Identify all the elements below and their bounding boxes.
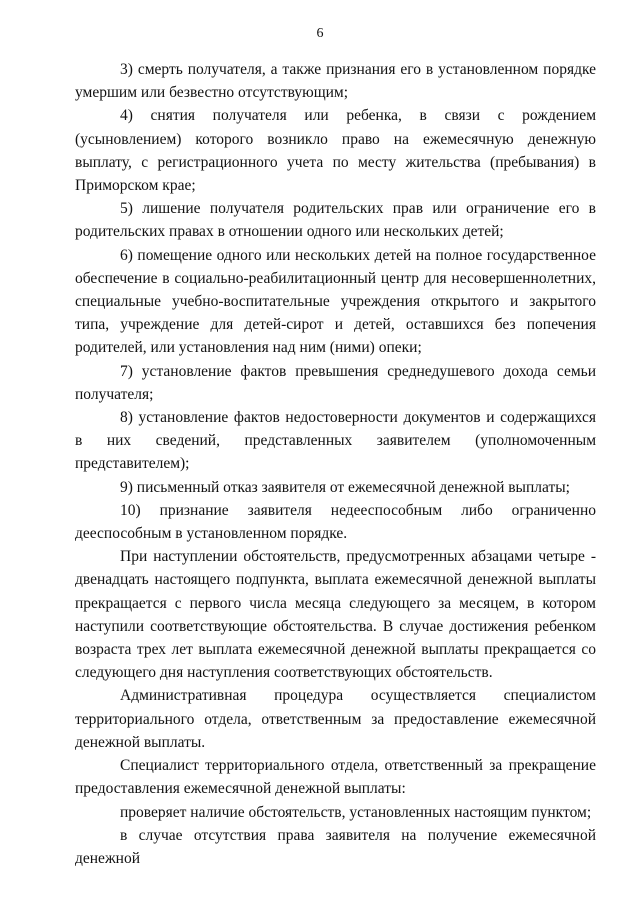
paragraph-absence-of-right: в случае отсутствия права заявителя на получение ежемесячной денежной — [75, 826, 596, 867]
paragraph-item-3: 3) смерть получателя, а также признания его в установленном порядке умершим или безвестно отсутствующим; — [75, 61, 596, 102]
paragraph-item-6: 6) помещение одного или нескольких детей на полное государственное обеспечение в социально-реабилитационный центр для несовершеннолетних, специальные учебно-воспитательные учреждения открытого и закрытого типа, учреждение для детей-сирот и детей, оставшихся без попечения родителей, или установления над ним (ними) опеки; — [75, 246, 596, 357]
document-body — [75, 58, 596, 870]
paragraph-item-8: 8) установление фактов недостоверности документов и содержащихся в них сведений, представленных заявителем (уполномоченным представителем); — [75, 409, 596, 473]
paragraph-termination-rule: При наступлении обстоятельств, предусмотренных абзацами четыре - двенадцать настоящего подпункта, выплата ежемесячной денежной выплаты прекращается с первого числа месяца следующего за месяцем, в котором наступили соответствующие обстоятельства. В случае достижения ребенком возраста трех лет выплата ежемесячной денежной выплаты прекращается со следующего дня наступления соответствующих обстоятельств. — [75, 548, 596, 682]
paragraph-checks: проверяет наличие обстоятельств, установленных настоящим пунктом; — [120, 803, 592, 821]
page-number: 6 — [316, 26, 324, 41]
paragraph-specialist: Специалист территориального отдела, ответственный за прекращение предоставления ежемесячной денежной выплаты: — [75, 757, 596, 798]
paragraph-item-7: 7) установление фактов превышения среднедушевого дохода семьи получателя; — [75, 362, 596, 403]
paragraph-item-5: 5) лишение получателя родительских прав или ограничение его в родительских правах в отношении одного или нескольких детей; — [75, 200, 596, 241]
paragraph-item-10: 10) признание заявителя недееспособным либо ограниченно дееспособным в установленном порядке. — [75, 501, 596, 543]
paragraph-procedure: Административная процедура осуществляется специалистом территориального отдела, ответственным за предоставление ежемесячной денежной выплаты. — [75, 687, 596, 751]
paragraph-item-4: 4) снятия получателя или ребенка, в связи с рождением (усыновлением) которого возникло право на ежемесячную денежную выплату, с регистрационного учета по месту жительства (пребывания) в Приморском крае; — [75, 107, 596, 195]
paragraph-item-9: 9) письменный отказ заявителя от ежемесячной денежной выплаты; — [120, 478, 570, 496]
